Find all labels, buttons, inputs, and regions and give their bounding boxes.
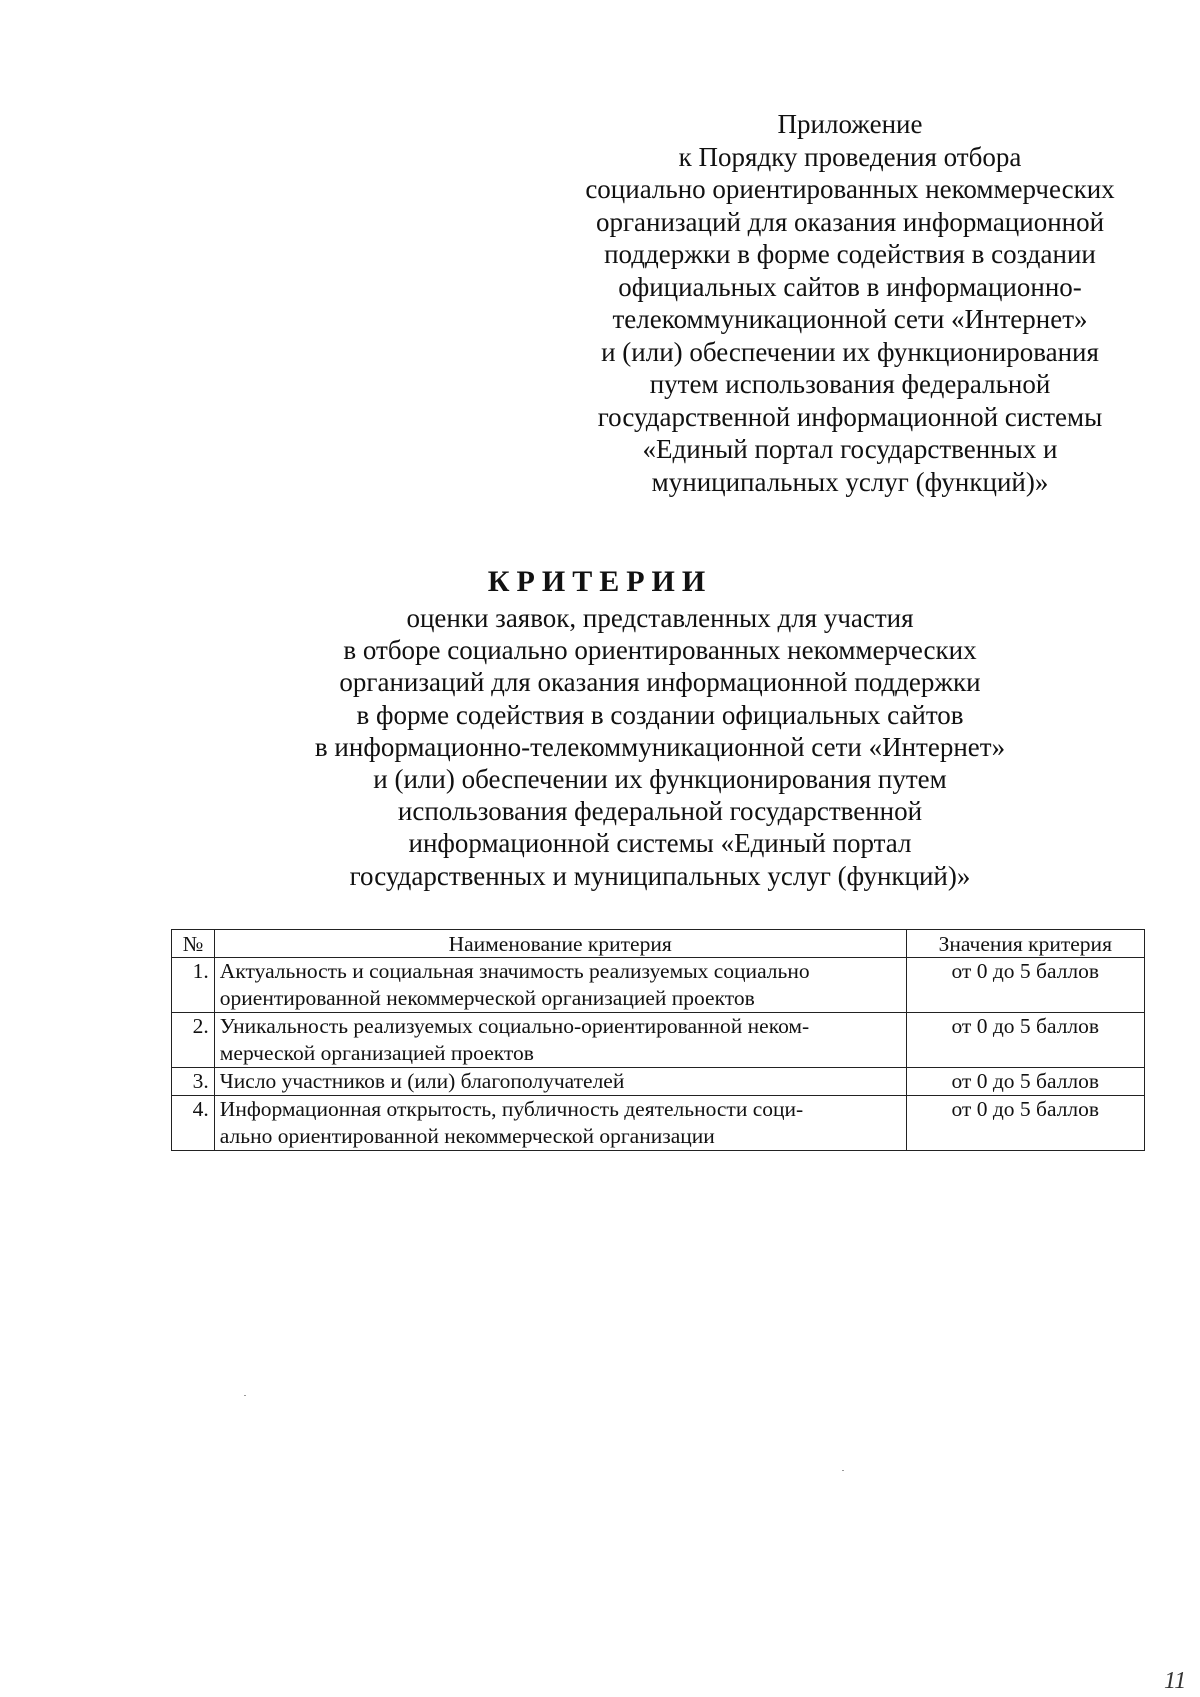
criteria-title: КРИТЕРИИ (487, 565, 713, 598)
table-header-row (172, 930, 1145, 958)
row-criterion-name (214, 958, 906, 1013)
row-criterion-name (214, 1013, 906, 1068)
appendix-line: государственной информационной системы (597, 401, 1103, 432)
subtitle-line: оценки заявок, представленных для участия (406, 603, 914, 633)
criteria-table (171, 929, 1145, 1151)
criterion-name-line: ориентированной некоммерческой организацией проектов (219, 986, 755, 1010)
scan-speck (842, 1470, 844, 1471)
appendix-line: телекоммуникационной сети «Интернет» (612, 304, 1088, 334)
criterion-name-line: Информационная открытость, публичность деятельности соци- (219, 1097, 804, 1121)
subtitle-line: в отборе социально ориентированных некоммерческих (343, 635, 977, 666)
appendix-line: поддержки в форме содействия в создании (604, 239, 1096, 269)
row-criterion-name (214, 1096, 906, 1151)
table-row (172, 1068, 1145, 1096)
row-number: 3. (172, 1068, 215, 1096)
criterion-name-line: ально ориентированной некоммерческой организации (219, 1124, 715, 1148)
appendix-line: официальных сайтов в информационно- (618, 271, 1082, 302)
table-row (172, 1096, 1145, 1151)
page-number: 11 (1164, 1668, 1187, 1694)
row-number: 2. (172, 1013, 215, 1068)
scan-speck (244, 1395, 246, 1396)
criterion-name-line: Уникальность реализуемых социально-ориентированной неком- (219, 1014, 810, 1038)
row-criterion-name (214, 1068, 906, 1096)
appendix-line: путем использования федеральной (649, 369, 1051, 399)
row-number: 4. (172, 1096, 215, 1151)
subtitle-line: государственных и муниципальных услуг (функций)» (349, 860, 971, 891)
appendix-line: социально ориентированных некоммерческих (585, 174, 1115, 204)
appendix-line: Приложение (777, 109, 923, 139)
subtitle-line: использования федеральной государственной (397, 796, 923, 827)
subtitle-line: в информационно-телекоммуникационной сети «Интернет» (314, 731, 1006, 762)
header-number: № (172, 930, 215, 958)
row-criterion-value: от 0 до 5 баллов (906, 1068, 1144, 1096)
appendix-line: к Порядку проведения отбора (678, 141, 1022, 172)
header-criterion-value: Значения критерия (906, 930, 1144, 958)
subtitle-line: в форме содействия в создании официальных сайтов (356, 699, 964, 730)
appendix-header (560, 108, 1140, 498)
subtitle-line: и (или) обеспечении их функционирования путем (373, 764, 947, 795)
row-criterion-value: от 0 до 5 баллов (906, 958, 1144, 1013)
subtitle-line: организаций для оказания информационной поддержки (339, 667, 981, 698)
criterion-name-line: Актуальность и социальная значимость реализуемых социально (219, 959, 810, 983)
row-number: 1. (172, 958, 215, 1013)
appendix-line: и (или) обеспечении их функционирования (601, 336, 1099, 367)
header-criterion-name: Наименование критерия (214, 930, 906, 958)
criteria-subtitle (0, 602, 1200, 892)
row-criterion-value: от 0 до 5 баллов (906, 1096, 1144, 1151)
table-row (172, 958, 1145, 1013)
criterion-name-line: мерческой организацией проектов (219, 1041, 534, 1065)
row-criterion-value: от 0 до 5 баллов (906, 1013, 1144, 1068)
subtitle-line: информационной системы «Единый портал (408, 828, 912, 859)
table-row (172, 1013, 1145, 1068)
appendix-line: муниципальных услуг (функций)» (651, 466, 1049, 497)
appendix-line: организаций для оказания информационной (595, 206, 1105, 237)
criterion-name-line: Число участников и (или) благополучателей (219, 1069, 625, 1093)
appendix-line: «Единый портал государственных и (642, 434, 1058, 464)
